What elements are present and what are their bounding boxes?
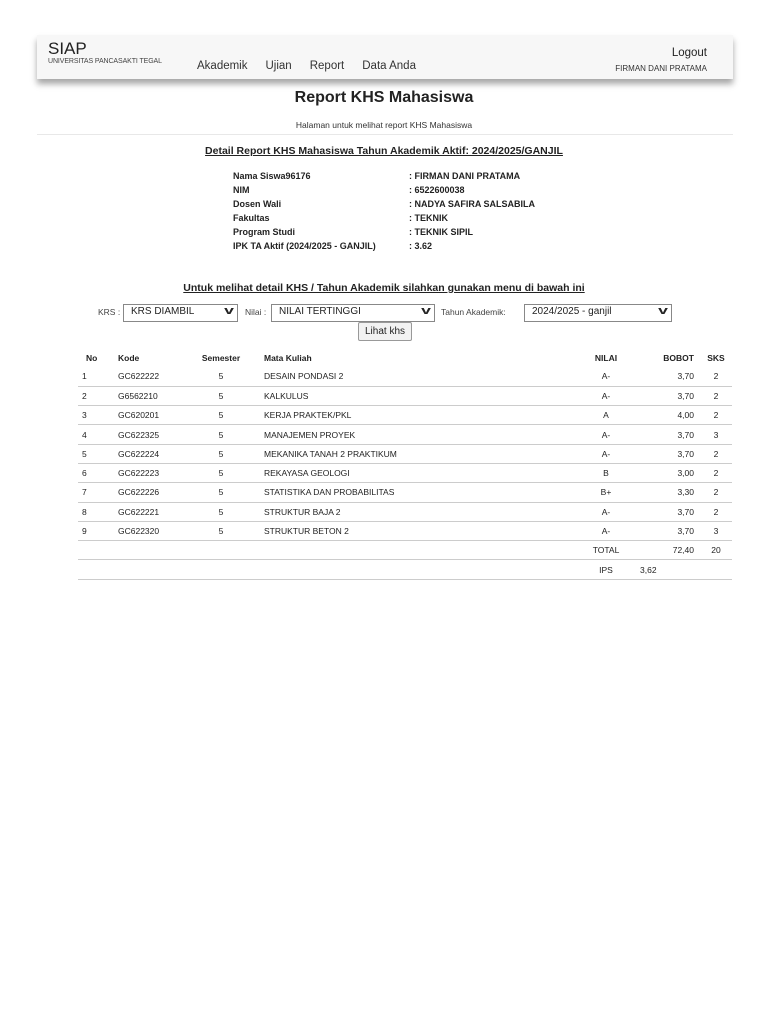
page-title: Report KHS Mahasiswa [294, 89, 474, 106]
cell-no: 1 [82, 371, 87, 382]
user-name: FIRMAN DANI PRATAMA [615, 64, 707, 73]
krs-select[interactable] [123, 304, 238, 322]
nav-report[interactable]: Report [309, 60, 345, 72]
cell-nilai: A- [582, 425, 630, 444]
brand-subtitle: UNIVERSITAS PANCASAKTI TEGAL [48, 58, 162, 65]
cell-sks: 2 [700, 483, 732, 502]
detail-heading: Detail Report KHS Mahasiswa Tahun Akademik Aktif: 2024/2025/GANJIL [205, 145, 563, 157]
nilai-select[interactable] [271, 304, 435, 322]
cell-mata-kuliah: DESAIN PONDASI 2 [264, 371, 344, 382]
cell-sks: 2 [700, 444, 732, 463]
tahun-select[interactable] [524, 304, 672, 322]
empty-cell [700, 560, 732, 579]
cell-sks: 3 [700, 521, 732, 540]
empty-cell [108, 560, 188, 579]
nav-ujian[interactable]: Ujian [265, 60, 292, 72]
cell-kode: GC622325 [108, 425, 188, 444]
table-row [78, 444, 732, 463]
col-semester: Semester [201, 352, 241, 363]
cell-sks: 2 [700, 502, 732, 521]
ips-value: 3,62 [630, 560, 700, 579]
cell-mata-kuliah: MEKANIKA TANAH 2 PRAKTIKUM [254, 444, 582, 463]
cell-no: 2 [78, 386, 108, 405]
table-row [78, 425, 732, 444]
cell-sks: 2 [700, 386, 732, 405]
cell-bobot: 3,00 [630, 463, 700, 482]
logout-link[interactable]: Logout [671, 47, 707, 59]
cell-semester: 5 [188, 444, 254, 463]
cell-nilai: A- [582, 444, 630, 463]
info-label: NIM [233, 185, 250, 195]
cell-bobot: 3,70 [630, 521, 700, 540]
cell-no: 3 [78, 406, 108, 425]
info-label: Dosen Wali [233, 199, 282, 209]
cell-kode: GC622221 [108, 502, 188, 521]
cell-kode: GC622320 [108, 521, 188, 540]
info-label: IPK TA Aktif (2024/2025 - GANJIL) [233, 241, 376, 251]
cell-no: 7 [78, 483, 108, 502]
empty-cell [78, 560, 108, 579]
cell-no: 4 [78, 425, 108, 444]
table-row [78, 483, 732, 502]
empty-cell [78, 541, 108, 560]
info-label: Fakultas [233, 213, 270, 223]
page-subtitle: Halaman untuk melihat report KHS Mahasiswa [295, 120, 473, 130]
info-value: : TEKNIK [409, 213, 448, 223]
cell-sks: 2 [700, 406, 732, 425]
cell-no: 6 [78, 463, 108, 482]
cell-semester: 5 [188, 406, 254, 425]
summary-row [78, 560, 732, 579]
empty-cell [188, 541, 254, 560]
cell-sks: 2 [713, 371, 719, 382]
cell-kode: GC622223 [108, 463, 188, 482]
cell-mata-kuliah: KALKULUS [254, 386, 582, 405]
table-row [78, 463, 732, 482]
cell-sks: 2 [700, 463, 732, 482]
table-row [78, 386, 732, 405]
cell-mata-kuliah: STRUKTUR BETON 2 [254, 521, 582, 540]
info-label: Program Studi [233, 227, 296, 237]
krs-select-value: KRS DIAMBIL [131, 306, 195, 317]
menu-heading: Untuk melihat detail KHS / Tahun Akademik silahkan gunakan menu di bawah ini [183, 282, 585, 294]
cell-semester: 5 [188, 502, 254, 521]
table-row [78, 406, 732, 425]
table-row [78, 367, 732, 386]
info-value: : 3.62 [409, 241, 433, 251]
cell-nilai: B+ [582, 483, 630, 502]
col-no: No [86, 352, 98, 363]
cell-no: 8 [78, 502, 108, 521]
cell-semester: 5 [188, 386, 254, 405]
nilai-select-value: NILAI TERTINGGI [279, 306, 361, 317]
cell-kode: G6562210 [108, 386, 188, 405]
table-row [78, 521, 732, 540]
nav-akademik[interactable]: Akademik [197, 60, 248, 72]
cell-bobot: 4,00 [630, 406, 700, 425]
cell-no: 5 [78, 444, 108, 463]
summary-row [78, 541, 732, 560]
brand-logo[interactable]: SIAP [48, 39, 87, 58]
empty-cell [254, 560, 582, 579]
empty-cell [108, 541, 188, 560]
cell-bobot: 3,70 [630, 386, 700, 405]
cell-semester: 5 [188, 463, 254, 482]
table-row [78, 502, 732, 521]
chevron-down-icon: v [658, 305, 668, 317]
cell-semester: 5 [188, 483, 254, 502]
cell-bobot: 3,70 [630, 502, 700, 521]
cell-bobot: 3,70 [630, 425, 700, 444]
col-mata-kuliah: Mata Kuliah [264, 352, 312, 363]
khs-table [78, 348, 732, 580]
lihat-khs-button[interactable]: Lihat khs [358, 322, 412, 341]
empty-cell [188, 560, 254, 579]
cell-nilai: A- [582, 502, 630, 521]
nav-data-anda[interactable]: Data Anda [362, 60, 416, 72]
ips-label: IPS [582, 560, 630, 579]
empty-cell [254, 541, 582, 560]
info-value: : 6522600038 [409, 185, 465, 195]
cell-bobot: 3,70 [630, 444, 700, 463]
cell-nilai: A- [601, 371, 611, 382]
info-value: : NADYA SAFIRA SALSABILA [409, 199, 536, 209]
cell-kode: GC622222 [118, 371, 160, 382]
cell-kode: GC620201 [108, 406, 188, 425]
chevron-down-icon: v [224, 305, 234, 317]
col-nilai: NILAI [594, 352, 618, 363]
krs-label: KRS : [98, 307, 121, 317]
cell-no: 9 [78, 521, 108, 540]
total-bobot: 72,40 [630, 541, 700, 560]
nilai-label: Nilai : [245, 307, 267, 317]
cell-nilai: B [582, 463, 630, 482]
info-value: : FIRMAN DANI PRATAMA [409, 171, 521, 181]
cell-kode: GC622224 [108, 444, 188, 463]
cell-mata-kuliah: KERJA PRAKTEK/PKL [254, 406, 582, 425]
cell-nilai: A [582, 406, 630, 425]
cell-mata-kuliah: STATISTIKA DAN PROBABILITAS [254, 483, 582, 502]
info-value: : TEKNIK SIPIL [409, 227, 474, 237]
tahun-label: Tahun Akademik: [441, 307, 506, 317]
info-label: Nama Siswa96176 [233, 171, 311, 181]
cell-sks: 3 [700, 425, 732, 444]
total-sks: 20 [700, 541, 732, 560]
top-navbar [37, 35, 733, 79]
cell-semester: 5 [188, 521, 254, 540]
cell-semester: 5 [188, 425, 254, 444]
student-info [233, 169, 535, 253]
cell-mata-kuliah: MANAJEMEN PROYEK [254, 425, 582, 444]
tahun-select-value: 2024/2025 - ganjil [532, 306, 612, 317]
cell-kode: GC622226 [108, 483, 188, 502]
col-kode: Kode [118, 352, 140, 363]
cell-bobot: 3,30 [630, 483, 700, 502]
divider [37, 134, 733, 135]
cell-nilai: A- [582, 386, 630, 405]
col-bobot: BOBOT [663, 352, 694, 363]
cell-mata-kuliah: STRUKTUR BAJA 2 [254, 502, 582, 521]
cell-nilai: A- [582, 521, 630, 540]
col-sks: SKS [707, 352, 725, 363]
cell-semester: 5 [218, 371, 224, 382]
chevron-down-icon: v [421, 305, 431, 317]
total-label: TOTAL [582, 541, 630, 560]
cell-bobot: 3,70 [677, 371, 694, 382]
cell-mata-kuliah: REKAYASA GEOLOGI [254, 463, 582, 482]
